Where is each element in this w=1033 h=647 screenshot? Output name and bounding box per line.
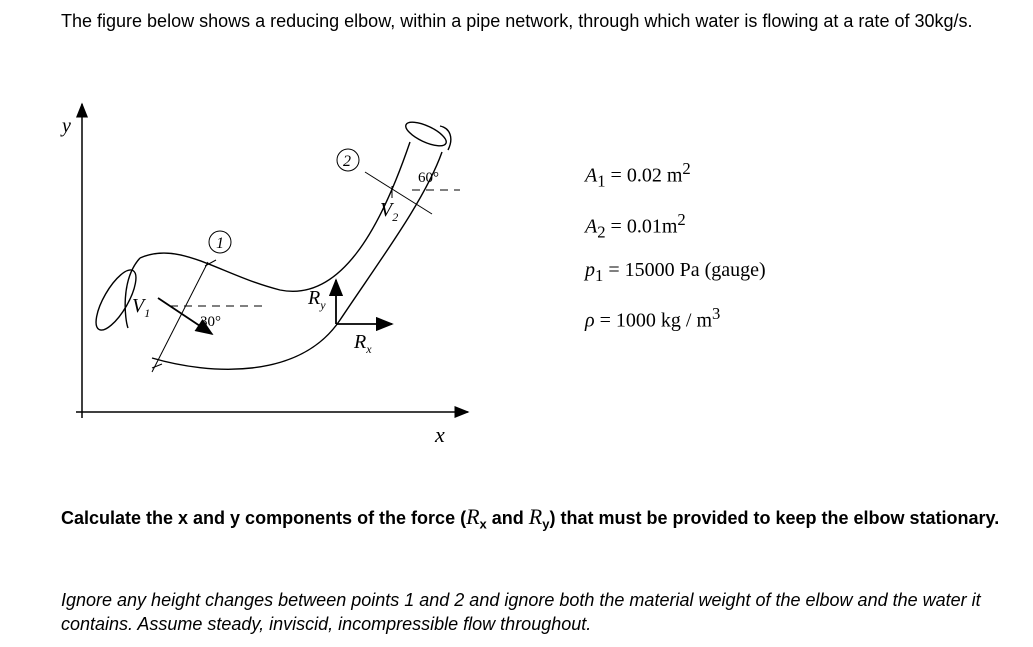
svg-text:1: 1 [216, 235, 224, 252]
v2-label: $V_2$ [380, 199, 399, 224]
given-p1: $p_1 = 15000$ Pa (gauge) [585, 259, 766, 286]
intro-paragraph: The figure below shows a reducing elbow, within a pipe network, through which water is flowing at a rate of 30kg/s. [61, 11, 973, 31]
given-values [585, 150, 766, 340]
svg-text:2: 2 [343, 153, 351, 170]
question-paragraph: Calculate the x and y components of the force ($R_x$ and $R_y$) that must be provided to keep the elbow stationary. [61, 504, 1000, 532]
v1-label: $V_1$ [132, 295, 151, 320]
given-a1: $A_1 = 0.02$ $m^2$ [585, 159, 691, 191]
elbow-lower-wall [152, 152, 442, 369]
given-a2: $A_2 = 0.01m^2$ [585, 209, 686, 242]
assumptions-note: Ignore any height changes between points 1 and 2 and ignore both the material weight of the elbow and the water it contains. Assume steady, inviscid, incompressible flow throughout. [61, 590, 981, 634]
ry-label: $R_y$ [308, 287, 326, 312]
given-rho: ρ = 1000 kg / $m^3$ [585, 304, 721, 332]
y-axis-label: y [62, 115, 71, 137]
x-axis-label: x [435, 422, 445, 447]
elbow-figure [40, 90, 490, 450]
outlet-opening [403, 117, 450, 150]
angle-60-label: 60° [418, 170, 439, 186]
elbow-upper-wall [140, 142, 410, 291]
angle-30-label: 30° [200, 314, 221, 330]
rx-label: $R_x$ [354, 331, 372, 356]
